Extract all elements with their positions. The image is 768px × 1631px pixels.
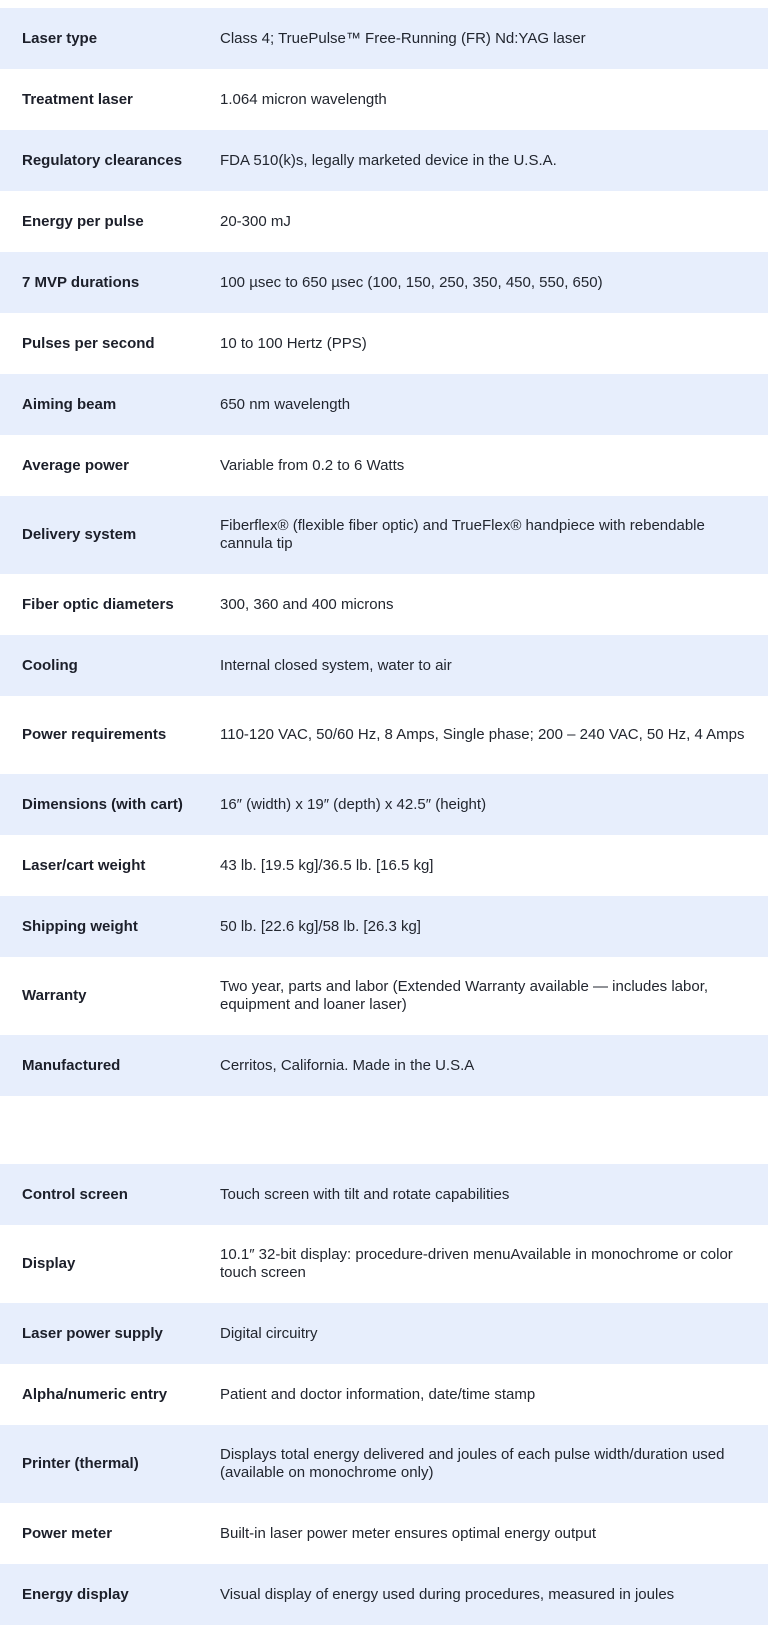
spec-label: Alpha/numeric entry bbox=[22, 1385, 168, 1403]
spec-value: 43 lb. [19.5 kg]/36.5 lb. [16.5 kg] bbox=[220, 856, 434, 874]
spec-row bbox=[0, 835, 768, 896]
spec-label: Average power bbox=[22, 456, 129, 474]
spec-row bbox=[0, 252, 768, 313]
spec-row bbox=[0, 191, 768, 252]
spec-value: 10 to 100 Hertz (PPS) bbox=[220, 334, 367, 352]
spec-value: 16″ (width) x 19″ (depth) x 42.5″ (height) bbox=[220, 795, 487, 813]
spec-row bbox=[0, 130, 768, 191]
spec-label: Regulatory clearances bbox=[22, 151, 183, 169]
spec-label: Power meter bbox=[22, 1524, 113, 1542]
spec-value: Displays total energy delivered and joules of each pulse width/duration used (available on monochrome only) bbox=[220, 1446, 725, 1481]
spec-row bbox=[0, 496, 768, 574]
spec-row bbox=[0, 1425, 768, 1503]
spec-label: Laser type bbox=[22, 29, 98, 47]
spec-value: Fiberflex® (flexible fiber optic) and TrueFlex® handpiece with rebendable cannula tip bbox=[220, 517, 705, 552]
spec-row bbox=[0, 435, 768, 496]
spec-row bbox=[0, 1164, 768, 1225]
spec-value: 110-120 VAC, 50/60 Hz, 8 Amps, Single phase; 200 – 240 VAC, 50 Hz, 4 Amps bbox=[220, 726, 745, 743]
spec-label: Delivery system bbox=[22, 526, 137, 543]
spec-label: Manufactured bbox=[22, 1056, 121, 1074]
spec-row bbox=[0, 1564, 768, 1625]
spec-table-secondary bbox=[0, 1164, 768, 1625]
spec-value: 1.064 micron wavelength bbox=[220, 90, 387, 108]
section-gap bbox=[0, 1096, 768, 1164]
spec-value: FDA 510(k)s, legally marketed device in the U.S.A. bbox=[220, 151, 557, 169]
spec-row bbox=[0, 1035, 768, 1096]
spec-value: 300, 360 and 400 microns bbox=[220, 595, 394, 613]
spec-label: Display bbox=[22, 1255, 76, 1272]
spec-value: Cerritos, California. Made in the U.S.A bbox=[220, 1056, 475, 1074]
spec-row bbox=[0, 374, 768, 435]
spec-label: Dimensions (with cart) bbox=[22, 795, 183, 813]
spec-value: 10.1″ 32-bit display: procedure-driven menuAvailable in monochrome or color touch screen bbox=[220, 1246, 733, 1281]
spec-row bbox=[0, 957, 768, 1035]
spec-row bbox=[0, 1364, 768, 1425]
spec-row bbox=[0, 696, 768, 774]
spec-label: Laser/cart weight bbox=[22, 856, 146, 874]
spec-row bbox=[0, 896, 768, 957]
spec-row bbox=[0, 1225, 768, 1303]
spec-label: Printer (thermal) bbox=[22, 1455, 139, 1472]
spec-label: Warranty bbox=[22, 987, 87, 1004]
spec-value: 100 µsec to 650 µsec (100, 150, 250, 350, 450, 550, 650) bbox=[220, 273, 603, 291]
spec-label: Aiming beam bbox=[22, 395, 117, 413]
spec-value: Touch screen with tilt and rotate capabilities bbox=[220, 1185, 510, 1203]
spec-row bbox=[0, 1503, 768, 1564]
spec-row bbox=[0, 8, 768, 69]
spec-value: Variable from 0.2 to 6 Watts bbox=[220, 456, 405, 474]
spec-label: Shipping weight bbox=[22, 917, 138, 935]
spec-row bbox=[0, 574, 768, 635]
spec-label: Fiber optic diameters bbox=[22, 595, 174, 613]
spec-row bbox=[0, 774, 768, 835]
spec-value: Built-in laser power meter ensures optimal energy output bbox=[220, 1524, 597, 1542]
spec-value: Class 4; TruePulse™ Free-Running (FR) Nd:YAG laser bbox=[220, 29, 586, 47]
spec-row bbox=[0, 1303, 768, 1364]
spec-value: Two year, parts and labor (Extended Warranty available — includes labor, equipment and loaner laser) bbox=[220, 978, 709, 1013]
spec-label: Treatment laser bbox=[22, 90, 133, 108]
spec-label: Power requirements bbox=[22, 726, 167, 743]
spec-label: Laser power supply bbox=[22, 1324, 163, 1342]
spec-row bbox=[0, 635, 768, 696]
spec-value: 20-300 mJ bbox=[220, 212, 291, 230]
spec-value: Patient and doctor information, date/time stamp bbox=[220, 1385, 536, 1403]
spec-value: Visual display of energy used during procedures, measured in joules bbox=[220, 1585, 675, 1603]
spec-label: Cooling bbox=[22, 656, 78, 674]
spec-row bbox=[0, 69, 768, 130]
spec-row bbox=[0, 313, 768, 374]
spec-value: 50 lb. [22.6 kg]/58 lb. [26.3 kg] bbox=[220, 917, 421, 935]
spec-value: 650 nm wavelength bbox=[220, 395, 351, 413]
spec-value: Digital circuitry bbox=[220, 1324, 318, 1342]
spec-label: Energy per pulse bbox=[22, 212, 144, 230]
spec-label: Control screen bbox=[22, 1185, 128, 1203]
spec-label: 7 MVP durations bbox=[22, 273, 140, 291]
spec-label: Energy display bbox=[22, 1585, 129, 1603]
spec-label: Pulses per second bbox=[22, 334, 155, 352]
spec-table-primary bbox=[0, 8, 768, 1096]
spec-value: Internal closed system, water to air bbox=[220, 656, 452, 674]
